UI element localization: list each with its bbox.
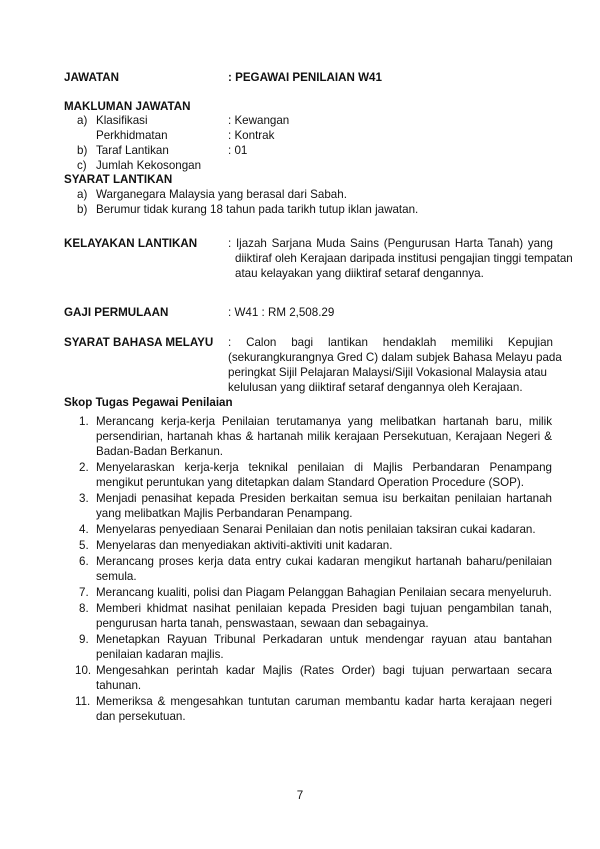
maklumat-marker-c: c) [77,159,87,172]
list-number: 1. [79,415,89,428]
maklumat-taraf-label: Taraf Lantikan [96,144,169,157]
list-item [64,491,552,521]
list-item [64,554,552,584]
list-item [64,632,552,662]
maklumat-taraf-value: : 01 [228,144,248,157]
maklumat-klasifikasi-value: : Kewangan [228,114,290,127]
list-text: Menetapkan Rayuan Tribunal Perkadaran untuk mendengar rayuan atau bantahan penilaian kadaran majlis. [96,633,552,661]
maklumat-marker-a: a) [77,114,88,127]
list-item [64,414,552,459]
list-item [64,460,552,490]
list-text: Memberi khidmat nasihat penilaian kepada Presiden bagi tujuan pengambilan tanah, pengurusan harta tanah, penswastaan, sewaan dan sebagainya. [96,602,552,630]
list-item [64,522,552,537]
syarat-item-a: Warganegara Malaysia yang berasal dari Sabah. [96,188,347,201]
list-text: Merancang kerja-kerja Penilaian terutamanya yang melibatkan hartanah baru, milik persendirian, hartanah khas & hartanah milik kerajaan Persekutuan, Kerajaan Negeri & Badan-Badan Berkanun. [96,415,552,458]
list-number: 3. [79,492,89,505]
maklumat-heading: MAKLUMAN JAWATAN [64,100,191,113]
list-text: Menjadi penasihat kepada Presiden berkaitan semua isu berkaitan penilaian hartanah yang melibatkan Majlis Perbandaran Penampang. [96,492,552,520]
list-number: 8. [79,602,89,615]
list-item [64,585,552,600]
maklumat-perkhidmatan-value: : Kontrak [228,129,275,142]
list-text: Merancang kualiti, polisi dan Piagam Pelanggan Bahagian Penilaian secara menyeluruh. [96,586,552,599]
maklumat-marker-b: b) [77,144,88,157]
list-text: Mengesahkan perintah kadar Majlis (Rates Order) bagi tujuan perwartaan secara tahunan. [96,664,552,692]
gaji-value: : W41 : RM 2,508.29 [228,306,335,319]
bahasa-label: SYARAT BAHASA MELAYU [64,336,214,349]
kelayakan-label: KELAYAKAN LANTIKAN [64,237,198,250]
page-number: 7 [296,789,304,802]
list-text: Menyelaras dan menyediakan aktiviti-aktiviti unit kadaran. [96,539,393,552]
bahasa-line: (sekurangkurangnya Gred C) dalam subjek Bahasa Melayu pada [228,351,562,364]
duties-list [64,414,552,725]
bahasa-line: : Calon bagi lantikan hendaklah memiliki Kepujian [228,336,553,349]
syarat-heading: SYARAT LANTIKAN [64,173,173,186]
list-number: 4. [79,523,89,536]
list-number: 6. [79,555,89,568]
list-item [64,538,552,553]
list-number: 11. [75,695,91,708]
list-item [64,663,552,693]
jawatan-label: JAWATAN [64,71,119,84]
maklumat-kekosongan-label: Jumlah Kekosongan [96,159,202,172]
syarat-marker-a: a) [77,188,88,201]
kelayakan-line: atau kelayakan yang diiktiraf setaraf dengannya. [235,267,484,280]
syarat-item-b: Berumur tidak kurang 18 tahun pada tarikh tutup iklan jawatan. [96,203,419,216]
list-text: Menyelaraskan kerja-kerja teknikal penilaian di Majlis Perbandaran Penampang mengikut peruntukan yang ditetapkan dalam Standard Operation Procedure (SOP). [96,461,552,489]
list-item [64,694,552,724]
gaji-label: GAJI PERMULAAN [64,306,169,319]
kelayakan-line: diiktiraf oleh Kerajaan daripada institusi pengajian tinggi tempatan [235,252,573,265]
list-text: Memeriksa & mengesahkan tuntutan caruman membantu kadar harta kerajaan negeri dan persekutuan. [96,695,552,723]
list-number: 9. [79,633,89,646]
bahasa-text [228,335,562,395]
kelayakan-text [228,236,573,281]
list-number: 5. [79,539,89,552]
kelayakan-line: : Ijazah Sarjana Muda Sains (Pengurusan Harta Tanah) yang [228,237,553,250]
bahasa-line: peringkat Sijil Pelajaran Malaysi/Sijil Vokasional Malaysia atau [228,366,547,379]
list-item [64,601,552,631]
skop-heading: Skop Tugas Pegawai Penilaian [64,396,233,409]
list-text: Merancang proses kerja data entry cukai kadaran mengikut hartanah baharu/penilaian semula. [96,555,552,583]
jawatan-value: : PEGAWAI PENILAIAN W41 [228,71,382,84]
list-number: 7. [79,586,89,599]
list-number: 2. [79,461,89,474]
list-text: Menyelaras penyediaan Senarai Penilaian dan notis penilaian taksiran cukai kadaran. [96,523,536,536]
bahasa-line: kelulusan yang diiktiraf setaraf dengannya oleh Kerajaan. [228,381,523,394]
maklumat-perkhidmatan-label: Perkhidmatan [96,129,168,142]
list-number: 10. [75,664,92,677]
syarat-marker-b: b) [77,203,88,216]
maklumat-klasifikasi-label: Klasifikasi [96,114,148,127]
